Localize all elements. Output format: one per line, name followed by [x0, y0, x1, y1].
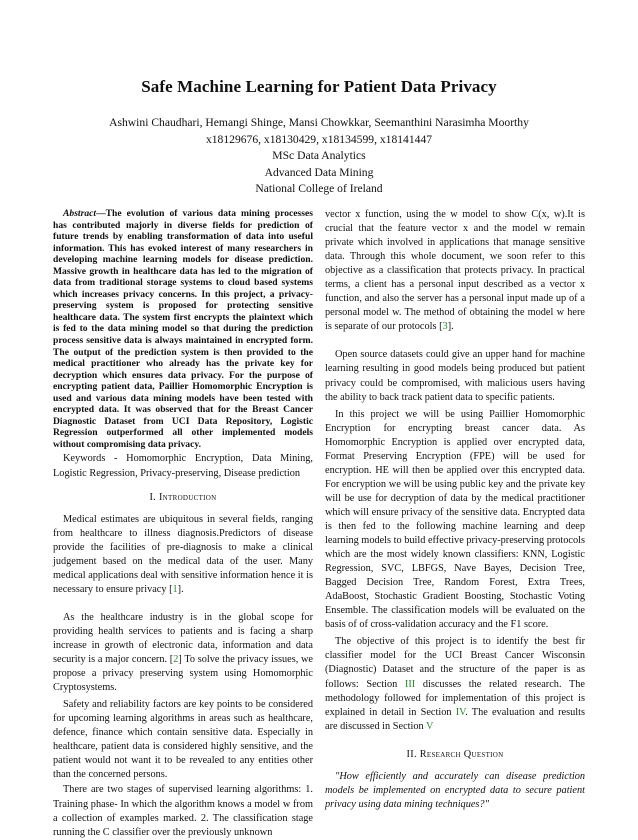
citation-link[interactable]: 3 — [442, 321, 448, 333]
abstract-dash: — — [96, 208, 106, 219]
section-number: II. — [406, 748, 417, 760]
right-paragraph-3: In this project we will be using Paillier Homomorphic Encryption for encrypting breast cancer data. As Homomorphic Encryption is applied over encrypted data, Format Preserving Encryption (FPE) will be used for encryption. HE will then be applied over this encrypted data. For encryption we will be using public key and the private key will be use for decryption of data by the medical practitioner which will ensure privacy of the sensitive data. Encrypted data is then fed to the following machine learning and deep learning models to build effective privacy-preserving protocols which are the most widely known classifiers: KNN, Logistic Regression, SVC, LBFGS, Nave Bayes, Decision Tree, Bagged Decision Tree, Random Forest, Extra Trees, AdaBoost, Stochastic Gradient Boosting, Stochastic Voting Ensemble. The classification models will be evaluated on the basis of of cross-validation accuracy and the F1 score. — [325, 408, 586, 631]
author-names: Ashwini Chaudhari, Hemangi Shinge, Mansi Chowkkar, Seemanthini Narasimha Moorthy — [109, 116, 529, 129]
citation-link[interactable]: 1 — [172, 583, 178, 595]
paragraph-text: ]. — [447, 321, 454, 333]
section-link-v[interactable]: V — [426, 720, 434, 732]
left-column — [53, 208, 313, 840]
section-heading-introduction — [53, 491, 313, 505]
keywords: Keywords - Homomorphic Encryption, Data Mining, Logistic Regression, Privacy-preserving, Disease prediction — [53, 453, 313, 479]
section-link-iii[interactable]: III — [404, 678, 416, 690]
right-paragraph-1 — [325, 208, 585, 334]
author-program: MSc Data Analytics — [272, 149, 366, 162]
paragraph-text: ]. — [177, 583, 184, 595]
section-heading-research-question — [325, 748, 585, 762]
research-question-text: "How efficiently and accurately can disease prediction models be implemented on encrypted data to secure patient privacy using data mining techniques?" — [325, 770, 585, 810]
paragraph-text: vector x function, using the w model to show C(x, w).It is crucial that the feature vector x and the model w remain private which involved in applications that manage sensitive data. Through this whole document, we soon refer to this objective as a classification that protects privacy. In practical terms, a client has a personal input described as a vector x function, and also the server has a personal input made up of a personal model w. The method of obtaining the model w here is separate of our protocols [ — [325, 209, 585, 333]
intro-paragraph-1 — [53, 513, 313, 597]
right-paragraph-4 — [325, 635, 585, 733]
paragraph-text: The objective of this project is to identify the best fir classifier model for the UCI Breast Cancer Wisconsin (Diagnostic) Dataset and the structure of the paper is as follows: Section — [325, 636, 585, 690]
right-column — [325, 208, 585, 812]
paragraph-text: As the healthcare industry is in the global scope for providing health services to patients and is facing a sharp increase in growth of electronic data, information and data security is a major concern. [ — [53, 611, 313, 666]
intro-paragraph-2 — [53, 611, 313, 695]
author-institution: National College of Ireland — [255, 182, 383, 195]
author-block — [0, 115, 638, 198]
intro-paragraph-4: There are two stages of supervised learning algorithms: 1. Training phase- In which the algorithm knows a model w from a collection of examples marked. 2. The classification stage running the C classifier over the previously unknown — [53, 784, 313, 838]
paragraph-text: discusses the related research. The methodology followed for implementation of this project is explained in detail in Section — [325, 678, 585, 718]
paragraph-text: . The evaluation and results are discussed in Section — [325, 706, 585, 732]
section-number: I. — [149, 491, 157, 503]
author-ids: x18129676, x18130429, x18134599, x18141447 — [205, 132, 433, 146]
citation-link[interactable]: 2 — [173, 654, 179, 666]
section-title: Research Question — [419, 748, 504, 760]
section-link-iv[interactable]: IV — [455, 706, 466, 718]
author-course: Advanced Data Mining — [264, 165, 374, 179]
abstract-lead: Abstract — [63, 208, 97, 219]
section-title: Introduction — [158, 491, 217, 503]
paper-title: Safe Machine Learning for Patient Data Privacy — [141, 77, 497, 96]
paragraph-text: ] To solve the privacy issues, we propose a privacy preserving system using Homomorphic Cryptosystems. — [53, 654, 313, 694]
intro-paragraph-3: Safety and reliability factors are key points to be considered for upcoming learning algorithms in areas such as healthcare, defence, finance which contain sensitive data. Especially in healthcare, patient data is considered highly sensitive, and the patient would not want it to be revealed to any entities other than the concerned persons. — [53, 699, 313, 781]
right-paragraph-2: Open source datasets could give an upper hand for machine learning resulting in good models being produced but patient privacy could be compromised, with malicious users having the ability to back track patient data to specific patients. — [325, 349, 585, 403]
abstract — [53, 208, 313, 450]
abstract-text: The evolution of various data mining processes has contributed majorly in diverse fields for prediction of future trends by enabling transformation of data into useful information. This has evoked interest of many researchers in developing machine learning models for disease prediction. Massive growth in healthcare data has led to the migration of data from traditional storage systems to cloud based systems which increases privacy concerns. In this project, a privacy-preserving system is proposed for protecting sensitive healthcare data. The system first encrypts the plaintext which is fed to the data mining model so that during the prediction process sensitive data is always maintained in encrypted form. The output of the prediction system is then provided to the medical practitioner who already has the private key for decryption which ensures data privacy. For the purpose of encrypting patient data, Paillier Homomorphic Encryption is used and various data mining models have been tested with encrypted data. It was observed that for the Breast Cancer Diagnostic Dataset from UCI Data Repository, Logistic Regression outperformed all other implemented models without compromising data privacy. — [53, 208, 313, 450]
paragraph-text: Medical estimates are ubiquitous in several fields, ranging from healthcare to illness diagnosis.Predictors of disease provide the facilities of pre-diagnosis to make a clinical judgement based on the medical data of the user. Many medical applications deal with sensitive information hence it is necessary to ensure privacy [ — [53, 513, 313, 595]
